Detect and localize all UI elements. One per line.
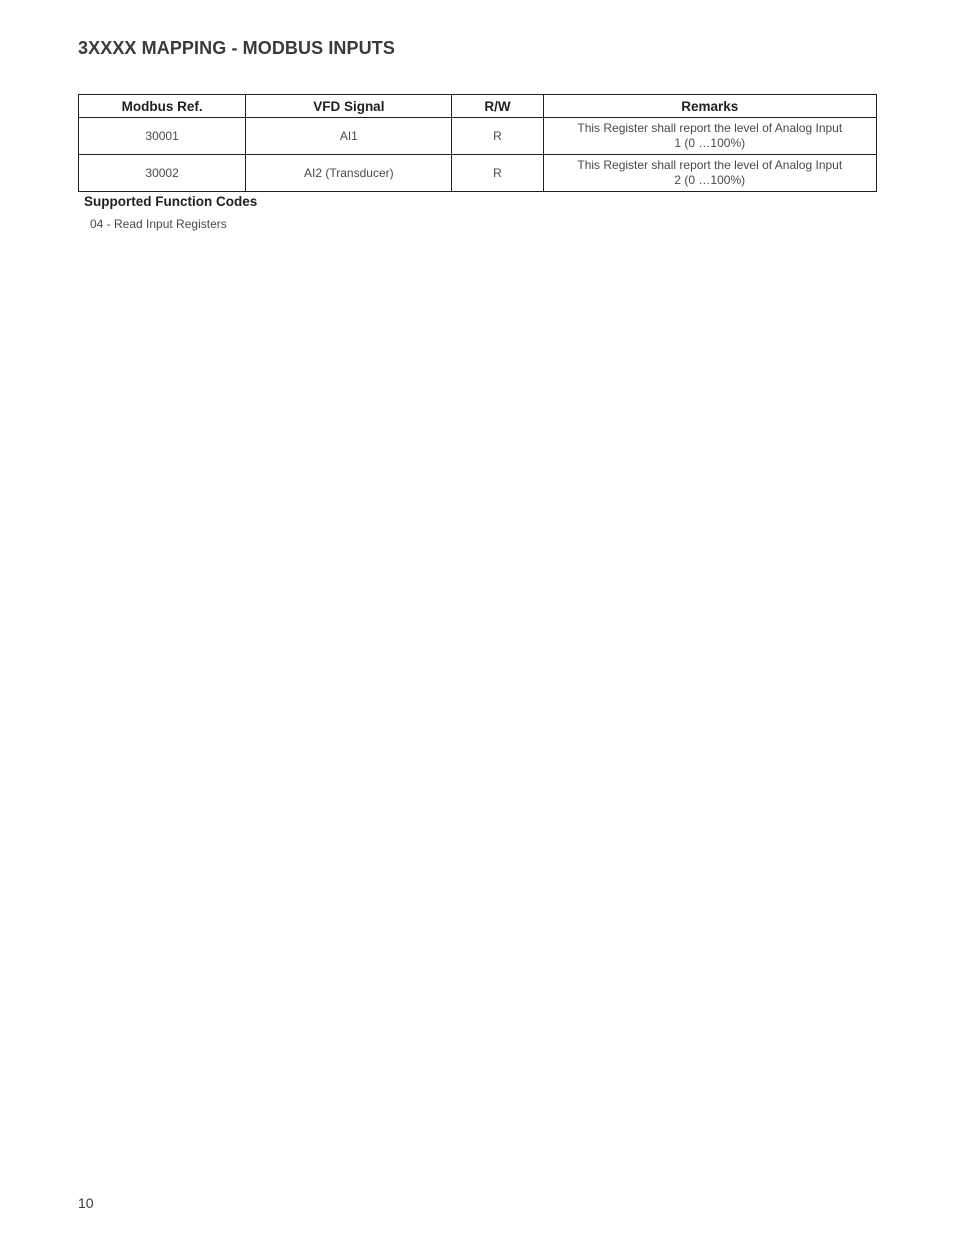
page-number: 10 (78, 1195, 94, 1211)
cell-rw: R (452, 118, 543, 155)
cell-vfd-signal: AI1 (246, 118, 452, 155)
column-header-vfd-signal: VFD Signal (246, 95, 452, 118)
column-header-remarks: Remarks (543, 95, 876, 118)
modbus-input-mapping-table (78, 94, 877, 192)
table-body (79, 118, 877, 192)
supported-function-codes-heading: Supported Function Codes (84, 194, 258, 209)
table-row (79, 155, 877, 192)
function-code-item: 04 - Read Input Registers (90, 217, 227, 231)
column-header-modbus-ref: Modbus Ref. (79, 95, 246, 118)
header-row (79, 95, 877, 118)
table-header (79, 95, 877, 118)
column-header-rw: R/W (452, 95, 543, 118)
page-title: 3XXXX MAPPING - MODBUS INPUTS (78, 38, 395, 58)
table-row (79, 118, 877, 155)
cell-modbus-ref: 30001 (79, 118, 246, 155)
cell-rw: R (452, 155, 543, 192)
cell-remarks: This Register shall report the level of Analog Input 2 (0 …100%) (543, 155, 876, 192)
cell-remarks: This Register shall report the level of Analog Input 1 (0 …100%) (543, 118, 876, 155)
cell-vfd-signal: AI2 (Transducer) (246, 155, 452, 192)
cell-modbus-ref: 30002 (79, 155, 246, 192)
